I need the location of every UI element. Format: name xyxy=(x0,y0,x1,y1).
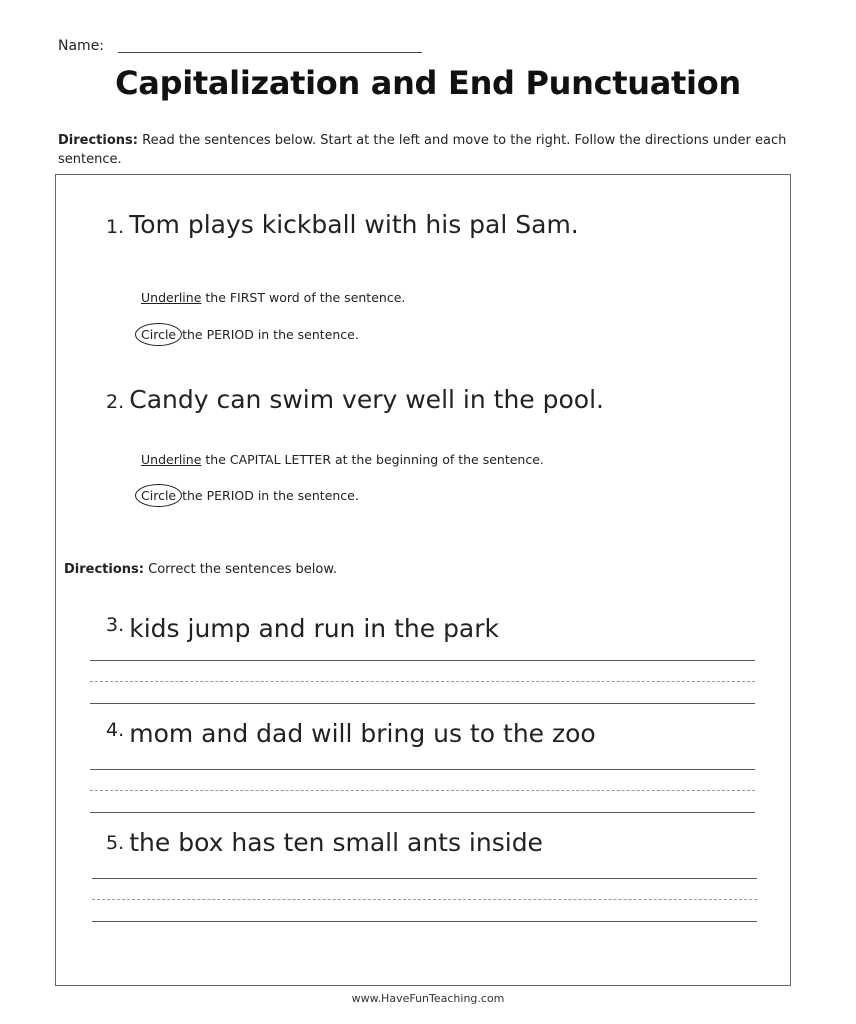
question-sentence: kids jump and run in the park xyxy=(129,614,500,643)
question-number: 3. xyxy=(106,614,125,636)
instruction-underline-2 xyxy=(141,452,544,467)
question-number: 2. xyxy=(106,391,125,413)
page-title: Capitalization and End Punctuation xyxy=(115,64,741,102)
question-3 xyxy=(106,614,499,643)
answer-line-mid xyxy=(90,681,755,682)
directions-mid xyxy=(64,562,337,577)
answer-line-top[interactable] xyxy=(90,660,755,661)
question-4 xyxy=(106,719,596,748)
question-sentence: Candy can swim very well in the pool. xyxy=(129,385,604,414)
name-label: Name: xyxy=(58,38,105,54)
instruction-text: the PERIOD in the sentence. xyxy=(178,327,359,342)
question-number: 1. xyxy=(106,216,125,238)
answer-line-mid xyxy=(90,790,755,791)
underline-keyword: Underline xyxy=(141,452,202,467)
instruction-underline-1 xyxy=(141,290,405,305)
name-line[interactable] xyxy=(118,52,422,53)
underline-keyword: Underline xyxy=(141,290,202,305)
directions-text: Correct the sentences below. xyxy=(143,562,337,577)
question-2 xyxy=(106,385,604,414)
question-number: 4. xyxy=(106,719,125,741)
directions-top xyxy=(58,131,788,169)
instruction-circle-1 xyxy=(141,323,359,346)
instruction-text: the PERIOD in the sentence. xyxy=(178,488,359,503)
question-1 xyxy=(106,210,579,239)
answer-line-bottom[interactable] xyxy=(90,812,755,813)
answer-line-bottom[interactable] xyxy=(92,921,757,922)
answer-line-top[interactable] xyxy=(92,878,757,879)
question-sentence: Tom plays kickball with his pal Sam. xyxy=(129,210,579,239)
answer-line-top[interactable] xyxy=(90,769,755,770)
instruction-text: the FIRST word of the sentence. xyxy=(201,290,406,305)
instruction-circle-2 xyxy=(141,484,359,507)
directions-label: Directions: xyxy=(58,133,138,148)
answer-line-bottom[interactable] xyxy=(90,703,755,704)
answer-line-mid xyxy=(92,899,757,900)
question-sentence: the box has ten small ants inside xyxy=(129,828,543,857)
instruction-text: the CAPITAL LETTER at the beginning of the sentence. xyxy=(201,452,544,467)
footer-url: www.HaveFunTeaching.com xyxy=(351,992,505,1005)
circle-keyword: Circle xyxy=(135,323,182,346)
question-number: 5. xyxy=(106,832,125,854)
question-sentence: mom and dad will bring us to the zoo xyxy=(129,719,596,748)
question-5 xyxy=(106,828,543,857)
directions-text: Read the sentences below. Start at the left and move to the right. Follow the directions under each sentence. xyxy=(58,133,787,167)
circle-keyword: Circle xyxy=(135,484,182,507)
directions-label: Directions: xyxy=(64,562,144,577)
